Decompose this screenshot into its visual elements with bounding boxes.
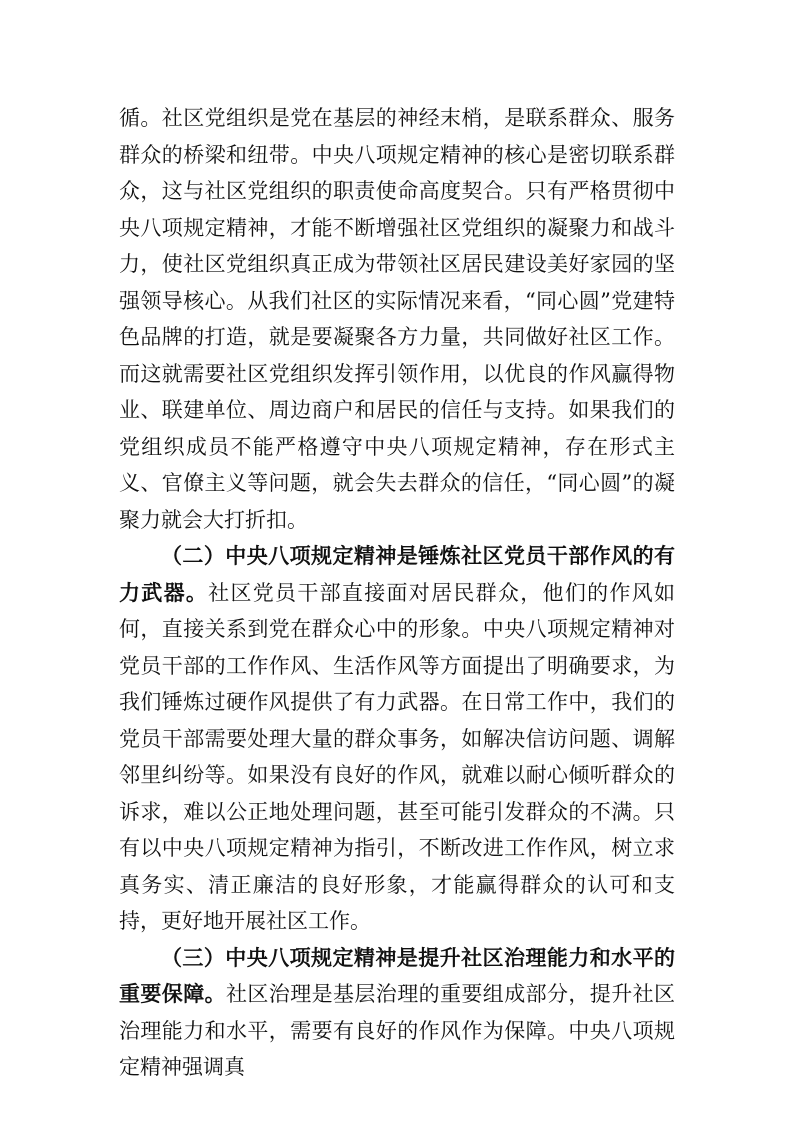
document-page [119, 100, 675, 1086]
paragraph-section-2 [119, 538, 675, 940]
section-heading: （二）中央八项规定精神是锤炼社区党员干部作风的有力武器。 [119, 543, 675, 605]
paragraph-text: 社区党员干部直接面对居民群众，他们的作风如何，直接关系到党在群众心中的形象。中央八项规定精神对党员干部的工作作风、生活作风等方面提出了明确要求，为我们锤炼过硬作风提供了有力武器。在日常工作中，我们的党员干部需要处理大量的群众事务，如解决信访问题、调解邻里纠纷等。如果没有良好的作风，就难以耐心倾听群众的诉求，难以公正地处理问题，甚至可能引发群众的不满。只有以中央八项规定精神为指引，不断改进工作作风，树立求真务实、清正廉洁的良好形象，才能赢得群众的认可和支持，更好地开展社区工作。 [119, 580, 676, 933]
section-heading: （三）中央八项规定精神是提升社区治理能力和水平的重要保障。 [119, 944, 675, 1006]
paragraph-continuation [119, 100, 675, 538]
paragraph-text: 循。社区党组织是党在基层的神经末梢，是联系群众、服务群众的桥梁和纽带。中央八项规定精神的核心是密切联系群众，这与社区党组织的职责使命高度契合。只有严格贯彻中央八项规定精神，才能不断增强社区党组织的凝聚力和战斗力，使社区党组织真正成为带领社区居民建设美好家园的坚强领导核心。从我们社区的实际情况来看，“同心圆”党建特色品牌的打造，就是要凝聚各方力量，共同做好社区工作。而这就需要社区党组织发挥引领作用，以优良的作风赢得物业、联建单位、周边商户和居民的信任与支持。如果我们的党组织成员不能严格遵守中央八项规定精神，存在形式主义、官僚主义等问题，就会失去群众的信任，“同心圆”的凝聚力就会大打折扣。 [119, 106, 675, 532]
paragraph-section-3 [119, 940, 675, 1086]
paragraph-text: 社区治理是基层治理的重要组成部分，提升社区治理能力和水平，需要有良好的作风作为保障。中央八项规定精神强调真 [119, 982, 675, 1079]
